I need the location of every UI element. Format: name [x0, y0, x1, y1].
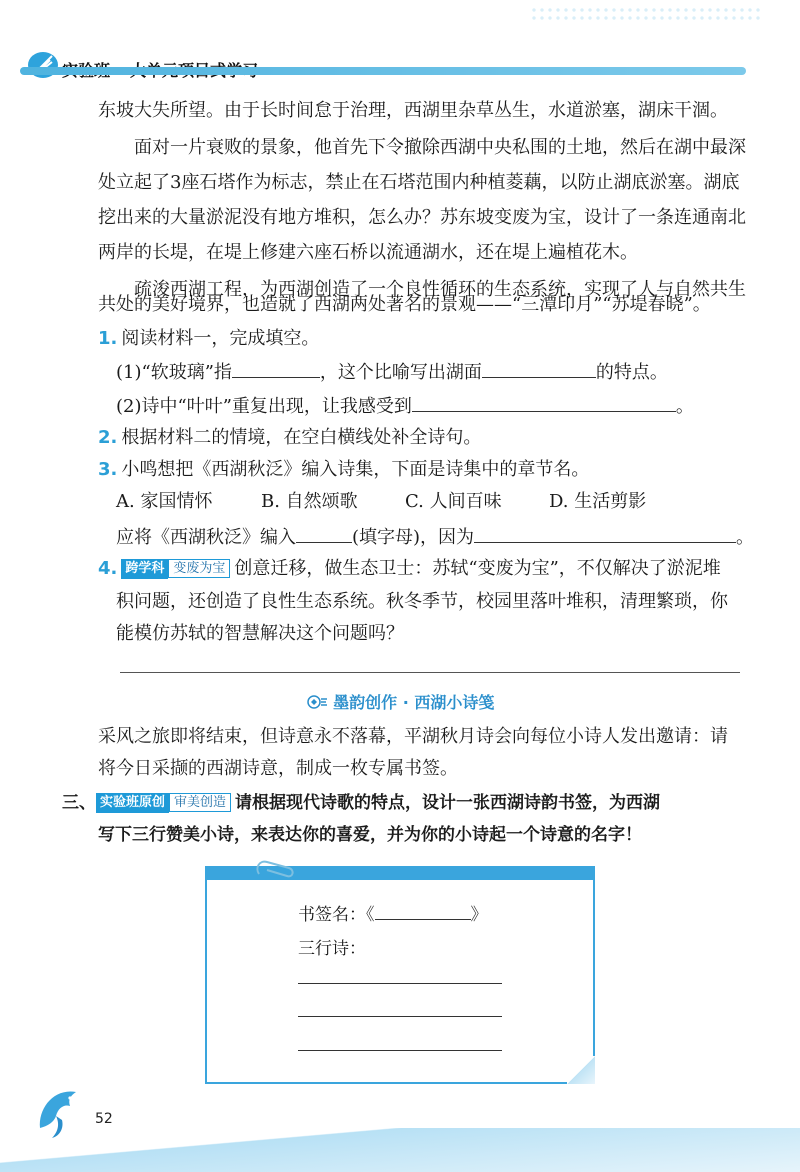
section-title [0, 690, 800, 713]
question-4 [98, 558, 721, 580]
passage-line: 处立起了3座石塔作为标志，禁止在石塔范围内种植菱藕，以防止湖底淤塞。湖底 [98, 172, 740, 193]
question-number: 2. [98, 427, 118, 448]
option-a: A. 家国情怀 [116, 491, 213, 512]
prompt-text: 应将《西湖秋泛》编入 [116, 527, 296, 548]
question-number: 4. [98, 558, 118, 579]
answer-blank[interactable] [412, 393, 676, 412]
bookmark-poem-label: 三行诗： [298, 939, 366, 959]
question-2 [98, 427, 481, 449]
topic-tag: 变废为宝 [168, 559, 230, 578]
dolphin-icon [30, 1078, 96, 1142]
bookmark-name-label [298, 900, 488, 925]
prompt-text: 。 [736, 527, 755, 548]
footer-wave [0, 1128, 800, 1172]
passage-line: 两岸的长堤，在堤上修建六座石桥以流通湖水，还在堤上遍植花木。 [98, 242, 638, 263]
section-intro: 将今日采撷的西湖诗意，制成一枚专属书签。 [98, 758, 458, 779]
topic-tag: 审美创造 [169, 793, 231, 812]
header-decoration [530, 6, 760, 20]
task-text: 请根据现代诗歌的特点，设计一张西湖诗韵书签，为西湖 [235, 793, 661, 813]
poem-line-3[interactable] [298, 1050, 502, 1051]
paperclip-icon [255, 856, 295, 880]
option-c: C. 人间百味 [405, 491, 502, 512]
prompt-text: 。 [675, 396, 694, 417]
passage-line: 挖出来的大量淤泥没有地方堆积，怎么办？苏东坡变废为宝，设计了一条连通南北 [98, 207, 746, 228]
bookmark-name-blank[interactable] [375, 901, 471, 920]
question-4-line: 能模仿苏轼的智慧解决这个问题吗？ [116, 623, 404, 644]
option-b: B. 自然颂歌 [261, 491, 358, 512]
question-text: 阅读材料一，完成填空。 [121, 328, 320, 349]
prompt-text: 的特点。 [595, 362, 668, 383]
question-3-fill [116, 524, 754, 549]
section-intro: 采风之旅即将结束，但诗意永不落幕，平湖秋月诗会向每位小诗人发出邀请：请 [98, 726, 728, 747]
passage-line: 共处的美好境界，也造就了西湖两处著名的景观——“三潭印月”“苏堤春晓”。 [98, 294, 711, 315]
task-3 [62, 792, 660, 814]
question-number: 3. [98, 459, 118, 480]
passage-line: 东坡大失所望。由于长时间怠于治理，西湖里杂草丛生，水道淤塞，湖床干涸。 [98, 100, 728, 121]
poem-line-2[interactable] [298, 1016, 502, 1017]
question-3 [98, 459, 589, 481]
passage-line: 疏浚西湖工程，为西湖创造了一个良性循环的生态系统，实现了人与自然共生 [134, 279, 746, 300]
question-1-sub-2 [116, 393, 694, 418]
prompt-text: (1)“软玻璃”指 [116, 362, 232, 383]
question-4-line: 积问题，还创造了良性生态系统。秋冬季节，校园里落叶堆积，清理繁琐，你 [116, 591, 728, 612]
question-number: 1. [98, 328, 118, 349]
question-text: 小鸣想把《西湖秋泛》编入诗集，下面是诗集中的章节名。 [121, 459, 590, 480]
task-number: 三、 [62, 793, 96, 813]
answer-blank[interactable] [482, 359, 596, 378]
question-text: 创意迁移，做生态卫士：苏轼“变废为宝”，不仅解决了淤泥堆 [234, 558, 721, 579]
passage-line: 面对一片衰败的景象，他首先下令撤除西湖中央私围的土地，然后在湖中最深 [134, 137, 746, 158]
prompt-text: (填字母)，因为 [352, 527, 475, 548]
answer-line[interactable] [120, 672, 740, 673]
answer-blank[interactable] [474, 524, 736, 543]
answer-blank[interactable] [296, 524, 352, 543]
question-text: 根据材料二的情境，在空白横线处补全诗句。 [121, 427, 482, 448]
header-bar [20, 67, 746, 75]
folded-corner [567, 1056, 595, 1084]
task-3-line: 写下三行赞美小诗，来表达你的喜爱，并为你的小诗起一个诗意的名字！ [98, 825, 642, 845]
prompt-text: (2)诗中“叶叶”重复出现，让我感受到 [116, 396, 412, 417]
question-1-sub-1 [116, 359, 668, 384]
poem-line-1[interactable] [298, 983, 502, 984]
feather-logo-icon [26, 50, 60, 80]
bookmark-card [205, 866, 595, 1084]
section-title-text: 墨韵创作 · 西湖小诗笺 [333, 693, 495, 712]
option-d: D. 生活剪影 [549, 491, 647, 512]
page-number: 52 [95, 1111, 113, 1127]
original-tag: 实验班原创 [96, 793, 169, 813]
pen-sparkle-icon [306, 694, 328, 710]
label-text: 书签名：《 [298, 905, 375, 925]
prompt-text: ，这个比喻写出湖面 [319, 362, 482, 383]
interdisciplinary-tag: 跨学科 [121, 559, 168, 579]
answer-blank[interactable] [232, 359, 320, 378]
question-1 [98, 328, 319, 350]
label-text: 》 [470, 905, 488, 925]
